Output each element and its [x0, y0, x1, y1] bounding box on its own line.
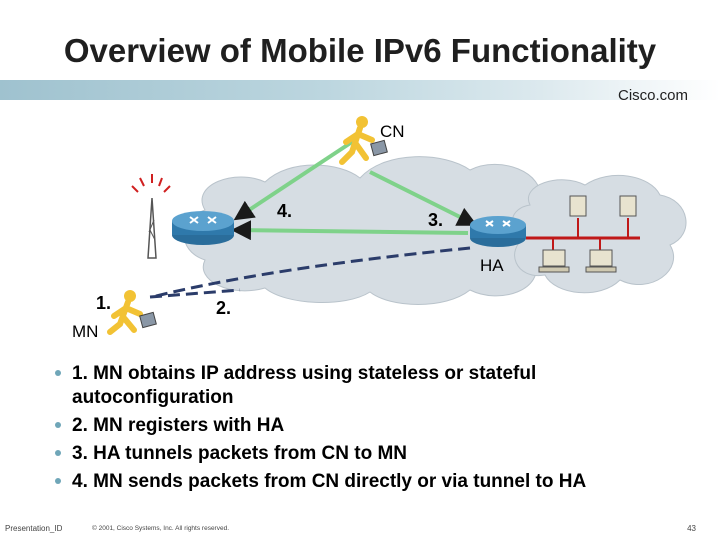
- label-cn: CN: [380, 122, 405, 141]
- cisco-logo-text: Cisco.com: [618, 87, 689, 104]
- footer-page-number: 43: [687, 524, 696, 533]
- label-mn: MN: [72, 322, 99, 341]
- bullet-item: 3. HA tunnels packets from CN to MN: [55, 442, 695, 466]
- bullet-list: [55, 362, 695, 498]
- label-ha: HA: [480, 256, 504, 275]
- bullet-dot: [55, 370, 61, 376]
- router-icon-ha: [470, 216, 526, 247]
- server-icon: [570, 196, 586, 216]
- network-diagram: [0, 100, 720, 360]
- bullet-dot: [55, 422, 61, 428]
- bullet-dot: [55, 478, 61, 484]
- footer-copyright: © 2001, Cisco Systems, Inc. All rights reserved.: [92, 525, 230, 532]
- workstation-icon: [590, 250, 612, 266]
- slide-title: Overview of Mobile IPv6 Functionality: [63, 32, 657, 69]
- mn-person-icon: [110, 290, 156, 332]
- router-icon-left: [172, 211, 234, 245]
- label-step-4: 4.: [277, 201, 293, 221]
- header-band: [0, 80, 720, 100]
- server-icon: [620, 196, 636, 216]
- home-network-cloud: [512, 175, 686, 292]
- label-step-2: 2.: [216, 298, 232, 318]
- bullet-item: 1. MN obtains IP address using stateless or stateful autoconfiguration: [55, 362, 695, 410]
- antenna-tower-icon: [132, 174, 170, 258]
- bullet-item: 2. MN registers with HA: [55, 414, 695, 438]
- workstation-icon: [543, 250, 565, 266]
- label-step-3: 3.: [428, 210, 444, 230]
- bullet-dot: [55, 450, 61, 456]
- footer-presentation-id: Presentation_ID: [5, 524, 63, 533]
- label-step-1: 1.: [96, 293, 112, 313]
- bullet-item: 4. MN sends packets from CN directly or via tunnel to HA: [55, 470, 695, 494]
